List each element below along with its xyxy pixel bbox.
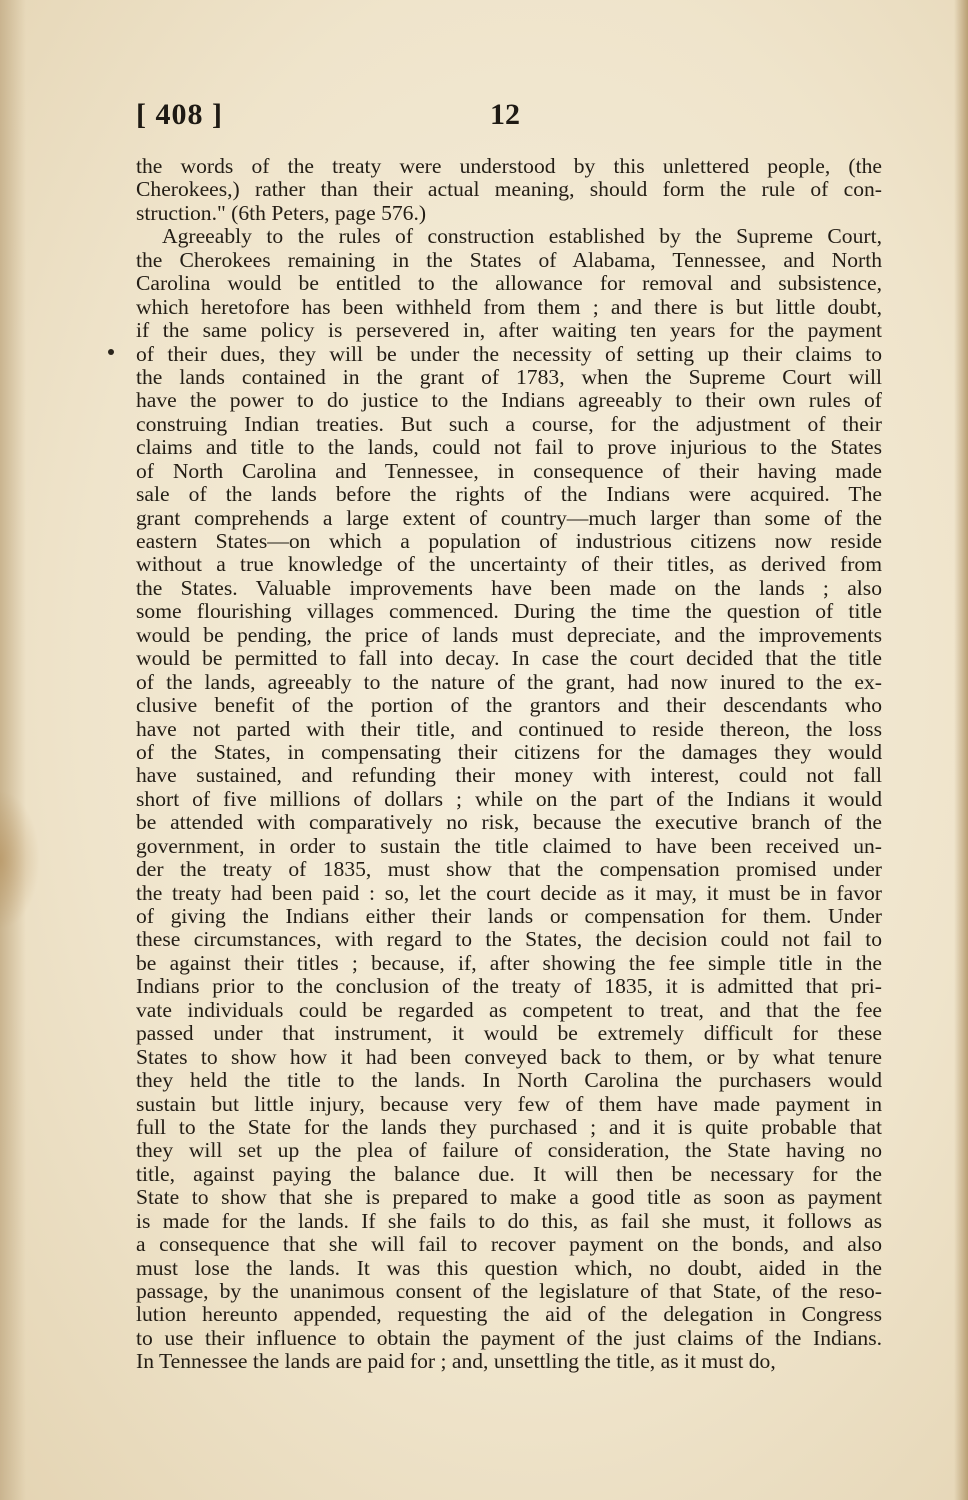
page-edge-right: [954, 0, 968, 1500]
text-line: In Tennessee the lands are paid for ; and, unsettling the title, as it must do,: [136, 1349, 776, 1374]
text-line: of the States, in compensating their citizens for the damages they would: [136, 739, 882, 764]
text-line: claims and title to the lands, could not fail to prove injurious to the States: [136, 435, 882, 460]
text-line: of North Carolina and Tennessee, in consequence of their having made: [136, 458, 882, 483]
text-line: State to show that she is prepared to make a good title as soon as payment: [136, 1185, 882, 1210]
text-line: Indians prior to the conclusion of the treaty of 1835, it is admitted that pri-: [136, 974, 882, 999]
page-edge-left: [0, 0, 26, 1500]
text-line: of the lands, agreeably to the nature of the grant, had now inured to the ex-: [136, 669, 882, 694]
text-line: have sustained, and refunding their money with interest, could not fall: [136, 763, 882, 788]
text-line: short of five millions of dollars ; while on the part of the Indians it would: [136, 786, 882, 811]
document-number: [ 408 ]: [136, 98, 223, 131]
body-text: [136, 155, 882, 1374]
text-line: construing Indian treaties. But such a course, for the adjustment of their: [136, 411, 882, 436]
text-line: these circumstances, with regard to the States, the decision could not fail to: [136, 927, 882, 952]
text-line: clusive benefit of the portion of the grantors and their descendants who: [136, 693, 882, 718]
text-line: lution hereunto appended, requesting the aid of the delegation in Congress: [136, 1302, 882, 1327]
text-line: without a true knowledge of the uncertainty of their titles, as derived from: [136, 552, 882, 577]
text-line: passage, by the unanimous consent of the legislature of that State, of the reso-: [136, 1279, 882, 1303]
text-line: some flourishing villages commenced. During the time the question of title: [136, 599, 882, 624]
text-line: if the same policy is persevered in, after waiting ten years for the payment: [136, 318, 882, 343]
text-line: they held the title to the lands. In North Carolina the purchasers would: [136, 1068, 882, 1093]
text-line: have the power to do justice to the Indians agreeably to their own rules of: [136, 388, 882, 413]
text-line: the words of the treaty were understood by this unlettered people, (the: [136, 154, 882, 178]
text-line: struction." (6th Peters, page 576.): [136, 200, 427, 225]
text-line: passed under that instrument, it would be extremely difficult for these: [136, 1021, 882, 1046]
text-line: vate individuals could be regarded as competent to treat, and that the fee: [136, 997, 882, 1022]
text-line: the States. Valuable improvements have been made on the lands ; also: [136, 575, 882, 600]
text-line: which heretofore has been withheld from them ; and there is but little doubt,: [136, 294, 882, 319]
text-line: grant comprehends a large extent of country—much larger than some of the: [136, 505, 882, 530]
foxing-stain: [0, 790, 40, 930]
text-line: be attended with comparatively no risk, because the executive branch of the: [136, 810, 882, 835]
text-line: eastern States—on which a population of industrious citizens now reside: [136, 529, 882, 553]
page-header: [136, 98, 884, 142]
text-line: have not parted with their title, and continued to reside thereon, the loss: [136, 716, 882, 741]
text-line: the lands contained in the grant of 1783, when the Supreme Court will: [136, 364, 882, 389]
text-line: der the treaty of 1835, must show that the compensation promised under: [136, 857, 882, 882]
text-line: title, against paying the balance due. It will then be necessary for the: [136, 1161, 882, 1186]
text-line: of giving the Indians either their lands or compensation for them. Under: [136, 904, 882, 928]
text-line: they will set up the plea of failure of consideration, the State having no: [136, 1138, 882, 1163]
text-line: would be permitted to fall into decay. In case the court decided that the title: [136, 646, 882, 671]
text-line: be against their titles ; because, if, after showing the fee simple title in the: [136, 950, 882, 975]
text-line: States to show how it had been conveyed back to them, or by what tenure: [136, 1044, 882, 1069]
text-line: sustain but little injury, because very few of them have made payment in: [136, 1091, 882, 1116]
text-line: must lose the lands. It was this question which, no doubt, aided in the: [136, 1255, 882, 1280]
text-line: government, in order to sustain the title claimed to have been received un-: [136, 833, 882, 858]
text-line: is made for the lands. If she fails to do this, as fail she must, it follows as: [136, 1208, 882, 1233]
text-line: would be pending, the price of lands must depreciate, and the improvements: [136, 622, 882, 647]
text-line: Carolina would be entitled to the allowance for removal and subsistence,: [136, 271, 882, 296]
text-line: full to the State for the lands they purchased ; and it is quite probable that: [136, 1114, 882, 1139]
text-line: a consequence that she will fail to recover payment on the bonds, and also: [136, 1232, 882, 1257]
page-number: 12: [490, 98, 520, 131]
text-line: sale of the lands before the rights of the Indians were acquired. The: [136, 482, 882, 507]
text-line: Agreeably to the rules of construction established by the Supreme Court,: [162, 224, 882, 249]
text-line: of their dues, they will be under the necessity of setting up their claims to: [136, 341, 882, 366]
text-line: the treaty had been paid : so, let the court decide as it may, it must be in favor: [136, 880, 882, 905]
text-line: the Cherokees remaining in the States of Alabama, Tennessee, and North: [136, 247, 882, 272]
margin-mark: [108, 349, 114, 355]
text-line: Cherokees,) rather than their actual meaning, should form the rule of con-: [136, 177, 882, 202]
text-line: to use their influence to obtain the payment of the just claims of the Indians.: [136, 1325, 882, 1350]
